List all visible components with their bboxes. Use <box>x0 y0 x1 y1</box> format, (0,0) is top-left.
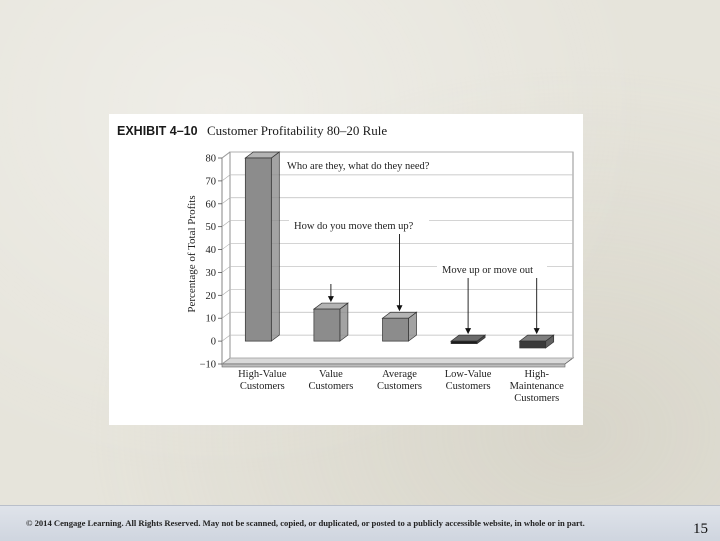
y-tick-label: 20 <box>205 290 216 302</box>
bar-side <box>271 152 279 341</box>
y-tick-label: 70 <box>205 176 216 188</box>
category-label-line: Average <box>382 369 417 380</box>
chart-floor <box>222 358 573 364</box>
category-label-line: Maintenance <box>509 381 564 392</box>
gridline-side <box>222 244 230 250</box>
gridline-side <box>222 175 230 181</box>
gridline-side <box>222 312 230 318</box>
category-label-line: High- <box>524 369 549 380</box>
category-label <box>510 369 565 404</box>
category-label-line: Customers <box>514 393 560 404</box>
bar-2 <box>314 303 348 341</box>
category-label-line: Customers <box>445 381 491 392</box>
gridline-side <box>222 221 230 227</box>
category-label <box>445 369 492 392</box>
gridline-side <box>222 266 230 272</box>
y-tick-label: 80 <box>205 153 216 165</box>
y-tick-label: 50 <box>205 222 216 234</box>
y-tick-label: 30 <box>205 267 216 279</box>
bar-front <box>245 158 271 341</box>
footer-bar <box>0 505 720 541</box>
category-label-line: Value <box>318 369 343 380</box>
category-label <box>238 369 287 392</box>
category-label-line: Customers <box>377 381 422 392</box>
gridline-side <box>222 289 230 295</box>
annotation-text: Move up or move out <box>442 265 533 276</box>
exhibit-label: EXHIBIT 4–10 <box>117 124 198 138</box>
bar-1 <box>245 152 279 341</box>
bar-front <box>520 341 546 348</box>
category-label-line: High-Value <box>238 369 287 380</box>
y-tick-label: −10 <box>199 359 216 371</box>
bar-chart <box>109 114 583 425</box>
exhibit-figure <box>109 114 583 425</box>
copyright-text: © 2014 Cengage Learning. All Rights Reserved. May not be scanned, copied, or duplicated, or posted to a publicly accessible website, in whole or in part. <box>26 518 585 528</box>
category-label <box>308 369 353 392</box>
y-tick-label: 40 <box>205 245 216 257</box>
bar-front <box>383 318 409 341</box>
bar-front <box>314 309 340 341</box>
chart-title: Customer Profitability 80–20 Rule <box>207 123 388 138</box>
y-axis-label: Percentage of Total Profits <box>186 195 198 313</box>
gridline-side <box>222 335 230 341</box>
category-label-line: Low-Value <box>444 369 492 380</box>
bar-5 <box>520 335 554 348</box>
annotation-text: Who are they, what do they need? <box>287 161 430 172</box>
page-number: 15 <box>693 521 708 537</box>
bar-front <box>451 341 477 344</box>
bar-3 <box>383 312 417 341</box>
annotation-text: How do you move them up? <box>294 221 414 232</box>
bar-side <box>340 303 348 341</box>
y-tick-label: 60 <box>205 199 216 211</box>
category-label-line: Customers <box>239 381 285 392</box>
gridline-side <box>222 152 230 158</box>
chart-floor-edge <box>222 364 565 367</box>
category-label-line: Customers <box>308 381 354 392</box>
gridline-side <box>222 198 230 204</box>
y-tick-label: 10 <box>205 313 216 325</box>
y-tick-label: 0 <box>210 336 216 348</box>
category-label <box>377 369 422 392</box>
